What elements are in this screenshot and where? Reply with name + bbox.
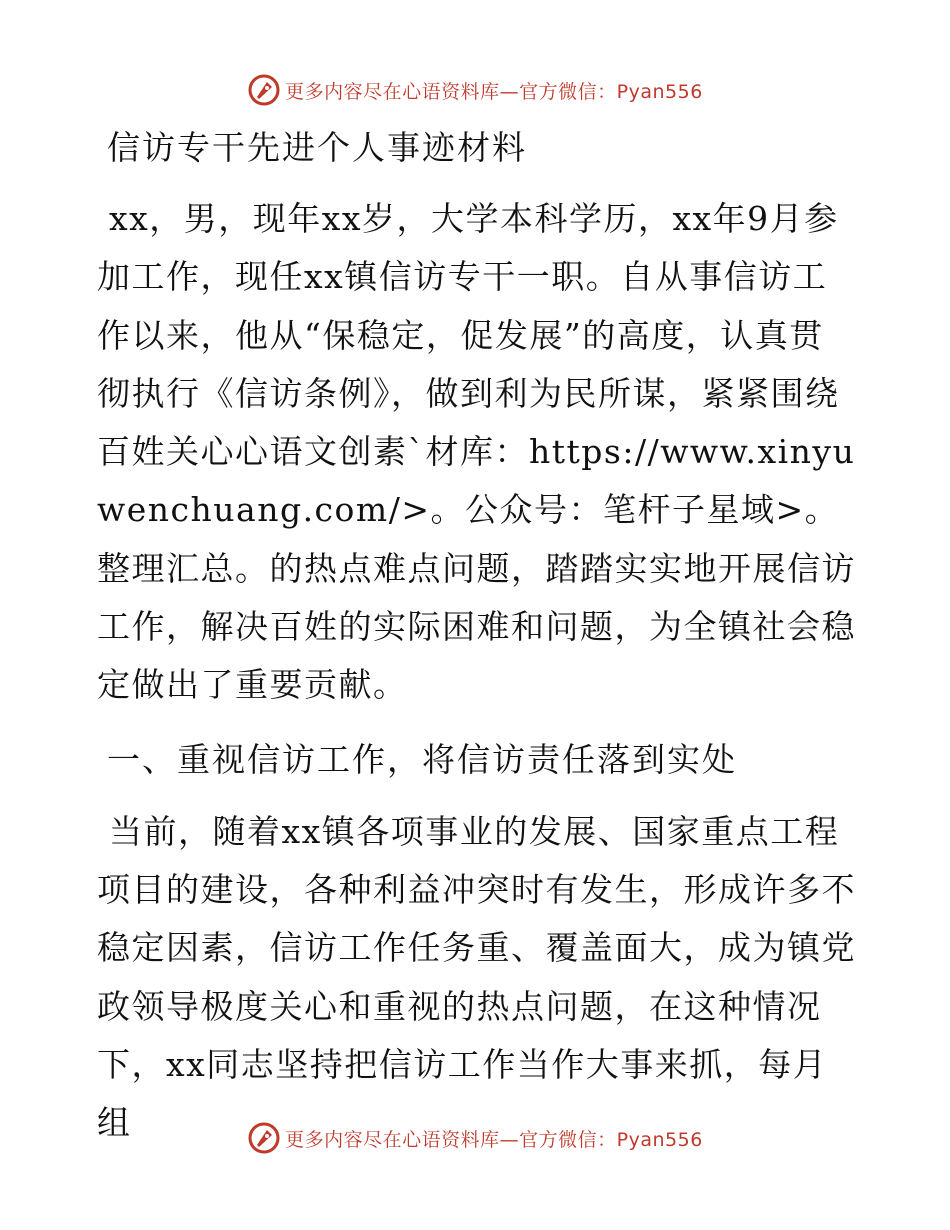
pen-nib-icon xyxy=(247,73,281,107)
document-body xyxy=(97,120,857,1152)
paragraph-section-1: 当前，随着xx镇各项事业的发展、国家重点工程项目的建设，各种利益冲突时有发生，形成许多不稳定因素，信访工作任务重、覆盖面大，成为镇党政领导极度关心和重视的热点问题，在这种情况下，xx同志坚持把信访工作当作大事来抓，每月组 xyxy=(97,811,856,1143)
footer-watermark-banner xyxy=(0,1118,950,1158)
pen-nib-icon xyxy=(247,1121,281,1155)
paragraph-intro: xx，男，现年xx岁，大学本科学历，xx年9月参加工作，现任xx镇信访专干一职。自从事信访工作以来，他从“保稳定，促发展”的高度，认真贯彻执行《信访条例》，做到利为民所谋，紧紧围绕百姓关心心语文创素`材库：https://www.xinyuwenchuang.com/>。公众号：笔杆子星域>。整理汇总。的热点难点问题，踏踏实实地开展信访工作，解决百姓的实际困难和问题，为全镇社会稳定做出了重要贡献。 xyxy=(97,199,856,705)
document-title: 信访专干先进个人事迹材料 xyxy=(107,128,527,167)
section-heading-1: 一、重视信访工作，将信访责任落到实处 xyxy=(107,739,737,779)
header-watermark-banner xyxy=(0,70,950,110)
watermark-text: 更多内容尽在心语资料库—官方微信：Pyan556 xyxy=(285,1128,703,1151)
watermark-text: 更多内容尽在心语资料库—官方微信：Pyan556 xyxy=(285,80,703,103)
